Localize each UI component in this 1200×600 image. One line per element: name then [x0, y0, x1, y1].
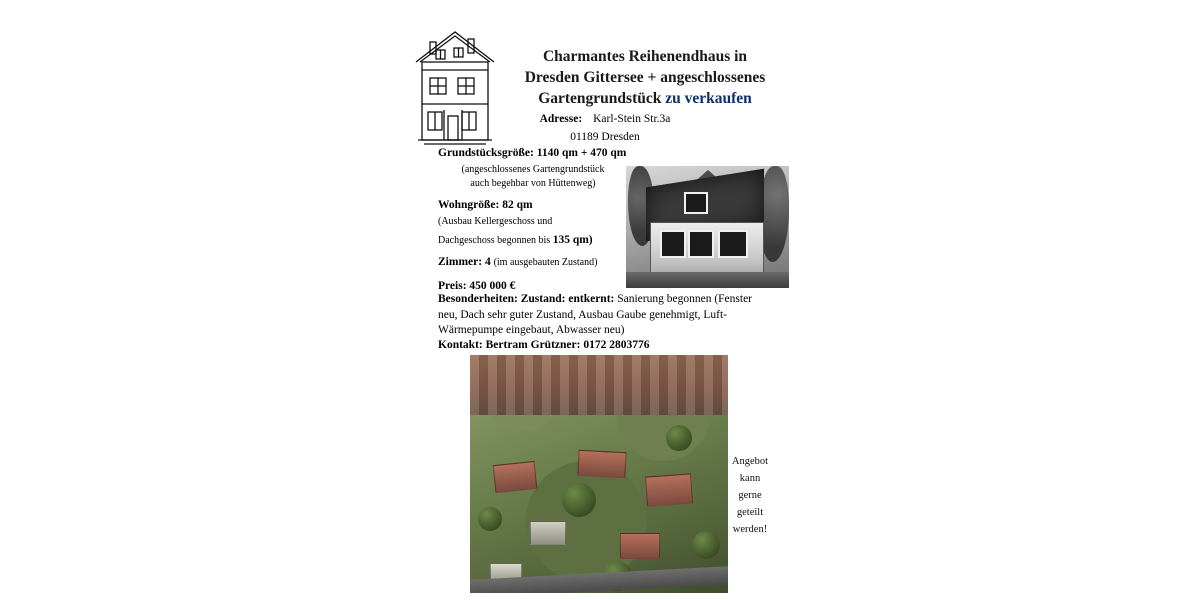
condition-label: Zustand: — [520, 293, 566, 305]
plot-note-line-2: auch begehbar von Hüttenweg) — [470, 178, 596, 189]
page-title — [500, 46, 790, 109]
living-size-value: 82 qm — [502, 199, 533, 211]
aerial-property-photo — [470, 355, 728, 593]
share-note-line-2: kann — [739, 473, 761, 484]
plot-note-line-1: (angeschlossenes Gartengrundstück — [461, 164, 605, 175]
address-city: 01189 Dresden — [570, 131, 640, 143]
living-size-row — [438, 198, 628, 213]
aerial-tree-2 — [666, 425, 692, 451]
price-label: Preis: — [438, 280, 467, 292]
contact-name: Bertram Grützner: — [485, 339, 581, 351]
share-note-line-3: gerne — [738, 490, 762, 501]
aerial-building-4 — [530, 521, 566, 545]
features-label: Besonderheiten: — [438, 293, 518, 305]
living-note-prefix: Dachgeschoss begonnen bis — [438, 235, 551, 246]
contact-phone[interactable]: 0172 2803776 — [583, 339, 650, 351]
living-note-line-1: (Ausbau Kellergeschoss und — [438, 216, 553, 227]
title-line-2: Dresden Gittersee + angeschlossenes — [524, 69, 766, 86]
aerial-building-3 — [645, 473, 693, 506]
aerial-building-2 — [577, 450, 626, 478]
plot-size-row — [438, 146, 628, 161]
rooms-row — [438, 255, 628, 270]
rooms-value: 4 — [484, 256, 491, 268]
plot-size-value: 1140 qm + 470 qm — [536, 147, 627, 159]
photo-ground — [626, 272, 789, 288]
aerial-row-houses — [470, 355, 728, 415]
aerial-building-5 — [620, 533, 660, 559]
house-exterior-photo — [626, 166, 789, 288]
share-note-line-5: werden! — [732, 524, 768, 535]
condition-value: entkernt: — [568, 293, 615, 305]
living-size-label: Wohngröße: — [438, 199, 500, 211]
plot-size-label: Grundstücksgröße: — [438, 147, 534, 159]
address-label: Adresse: — [539, 113, 583, 125]
photo-window-2 — [688, 230, 714, 258]
rooms-note: (im ausgebauten Zustand) — [493, 257, 598, 268]
living-note-value: 135 qm) — [552, 234, 593, 246]
address-city-row — [440, 128, 770, 146]
aerial-building-1 — [493, 461, 538, 493]
rooms-label: Zimmer: — [438, 256, 483, 268]
address-block — [440, 110, 770, 146]
aerial-tree-4 — [478, 507, 502, 531]
address-street-row — [440, 110, 770, 128]
property-details — [438, 146, 628, 296]
title-line-3: Gartengrundstück — [538, 90, 662, 107]
address-street: Karl-Stein Str.3a — [593, 113, 671, 125]
share-note-line-4: geteilt — [736, 507, 764, 518]
contact-block — [438, 338, 768, 353]
contact-label: Kontakt: — [438, 339, 483, 351]
features-block — [438, 292, 758, 339]
photo-window-3 — [718, 230, 748, 258]
price-value: 450 000 € — [469, 280, 516, 292]
share-note-line-1: Angebot — [731, 456, 769, 467]
share-note — [730, 453, 770, 538]
aerial-tree-1 — [562, 483, 596, 517]
living-note-line-2 — [438, 233, 628, 248]
photo-window-attic — [684, 192, 708, 214]
aerial-tree-5 — [692, 531, 720, 559]
photo-window-1 — [660, 230, 686, 258]
title-accent: zu verkaufen — [665, 90, 752, 107]
title-line-1: Charmantes Reihenendhaus in — [542, 48, 748, 65]
features-text: Sanierung begonnen (Fenster neu, Dach sehr guter Zustand, Ausbau Gaube genehmigt, Luft-Wärmepumpe eingebaut, Abwasser neu) — [438, 293, 753, 336]
